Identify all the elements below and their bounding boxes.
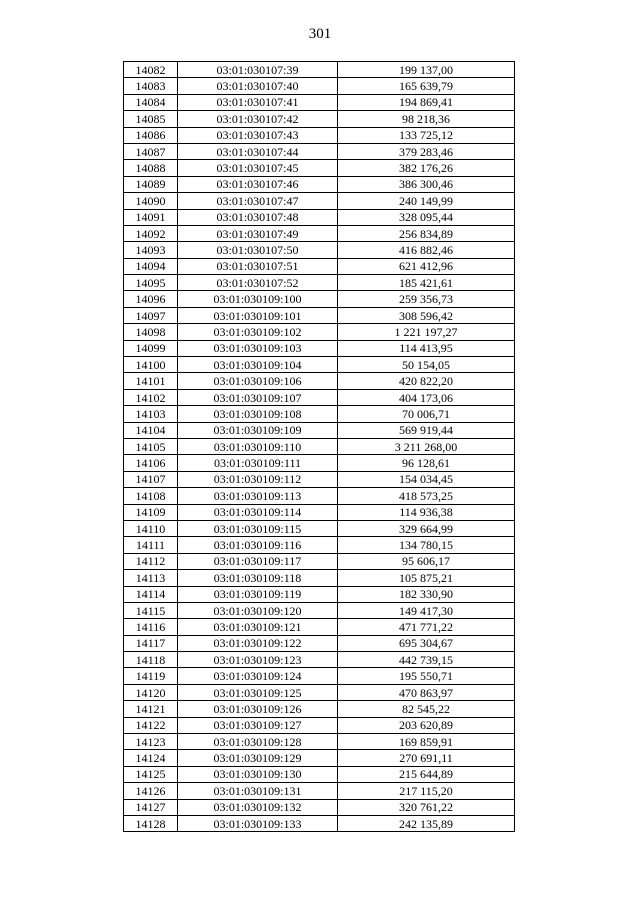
cadastral-number-cell: 03:01:030107:44 — [178, 143, 338, 159]
row-number-cell: 14105 — [124, 438, 178, 454]
table-row — [124, 734, 515, 750]
row-number-cell: 14091 — [124, 209, 178, 225]
row-number-cell: 14111 — [124, 537, 178, 553]
table-row — [124, 127, 515, 143]
table-row — [124, 815, 515, 831]
cadastral-value-cell: 404 173,06 — [338, 389, 515, 405]
cadastral-value-cell: 320 761,22 — [338, 799, 515, 815]
row-number-cell: 14083 — [124, 78, 178, 94]
row-number-cell: 14106 — [124, 455, 178, 471]
cadastral-value-cell: 169 859,91 — [338, 734, 515, 750]
cadastral-number-cell: 03:01:030109:103 — [178, 340, 338, 356]
cadastral-number-cell: 03:01:030109:123 — [178, 652, 338, 668]
cadastral-value-cell: 382 176,26 — [338, 160, 515, 176]
cadastral-value-cell: 203 620,89 — [338, 717, 515, 733]
cadastral-value-cell: 1 221 197,27 — [338, 324, 515, 340]
row-number-cell: 14124 — [124, 750, 178, 766]
cadastral-number-cell: 03:01:030109:102 — [178, 324, 338, 340]
row-number-cell: 14125 — [124, 766, 178, 782]
table-body — [124, 62, 515, 832]
table-row — [124, 488, 515, 504]
cadastral-number-cell: 03:01:030109:113 — [178, 488, 338, 504]
table-row — [124, 193, 515, 209]
table-row — [124, 537, 515, 553]
cadastral-number-cell: 03:01:030107:48 — [178, 209, 338, 225]
table-row — [124, 668, 515, 684]
cadastral-number-cell: 03:01:030109:128 — [178, 734, 338, 750]
row-number-cell: 14122 — [124, 717, 178, 733]
cadastral-value-cell: 442 739,15 — [338, 652, 515, 668]
row-number-cell: 14126 — [124, 783, 178, 799]
cadastral-value-cell: 114 413,95 — [338, 340, 515, 356]
cadastral-value-cell: 82 545,22 — [338, 701, 515, 717]
cadastral-value-cell: 416 882,46 — [338, 242, 515, 258]
cadastral-number-cell: 03:01:030109:110 — [178, 438, 338, 454]
cadastral-value-cell: 470 863,97 — [338, 684, 515, 700]
cadastral-number-cell: 03:01:030107:47 — [178, 193, 338, 209]
row-number-cell: 14123 — [124, 734, 178, 750]
cadastral-number-cell: 03:01:030109:133 — [178, 815, 338, 831]
cadastral-value-cell: 194 869,41 — [338, 94, 515, 110]
row-number-cell: 14087 — [124, 143, 178, 159]
table-row — [124, 406, 515, 422]
table-row — [124, 225, 515, 241]
row-number-cell: 14108 — [124, 488, 178, 504]
cadastral-number-cell: 03:01:030109:111 — [178, 455, 338, 471]
table-row — [124, 783, 515, 799]
cadastral-number-cell: 03:01:030107:50 — [178, 242, 338, 258]
row-number-cell: 14093 — [124, 242, 178, 258]
cadastral-value-cell: 329 664,99 — [338, 520, 515, 536]
cadastral-value-cell: 95 606,17 — [338, 553, 515, 569]
table-row — [124, 684, 515, 700]
cadastral-value-cell: 217 115,20 — [338, 783, 515, 799]
table-row — [124, 602, 515, 618]
cadastral-number-cell: 03:01:030109:129 — [178, 750, 338, 766]
cadastral-value-cell: 256 834,89 — [338, 225, 515, 241]
row-number-cell: 14090 — [124, 193, 178, 209]
row-number-cell: 14089 — [124, 176, 178, 192]
cadastral-value-cell: 242 135,89 — [338, 815, 515, 831]
table-row — [124, 62, 515, 78]
table-row — [124, 78, 515, 94]
cadastral-value-cell: 695 304,67 — [338, 635, 515, 651]
cadastral-value-cell: 308 596,42 — [338, 307, 515, 323]
table-row — [124, 111, 515, 127]
cadastral-value-cell: 154 034,45 — [338, 471, 515, 487]
table-row — [124, 160, 515, 176]
table-row — [124, 373, 515, 389]
row-number-cell: 14109 — [124, 504, 178, 520]
cadastral-value-cell: 195 550,71 — [338, 668, 515, 684]
cadastral-value-cell: 621 412,96 — [338, 258, 515, 274]
cadastral-number-cell: 03:01:030109:115 — [178, 520, 338, 536]
cadastral-number-cell: 03:01:030109:122 — [178, 635, 338, 651]
row-number-cell: 14098 — [124, 324, 178, 340]
cadastral-value-cell: 50 154,05 — [338, 357, 515, 373]
row-number-cell: 14086 — [124, 127, 178, 143]
cadastral-value-cell: 240 149,99 — [338, 193, 515, 209]
cadastral-number-cell: 03:01:030107:42 — [178, 111, 338, 127]
row-number-cell: 14107 — [124, 471, 178, 487]
page-number: 301 — [308, 26, 332, 42]
cadastral-number-cell: 03:01:030107:41 — [178, 94, 338, 110]
table-row — [124, 438, 515, 454]
cadastral-number-cell: 03:01:030107:39 — [178, 62, 338, 78]
row-number-cell: 14085 — [124, 111, 178, 127]
table-row — [124, 258, 515, 274]
table-row — [124, 307, 515, 323]
cadastral-value-cell: 182 330,90 — [338, 586, 515, 602]
cadastral-value-cell: 215 644,89 — [338, 766, 515, 782]
cadastral-value-cell: 134 780,15 — [338, 537, 515, 553]
row-number-cell: 14112 — [124, 553, 178, 569]
cadastral-value-cell: 270 691,11 — [338, 750, 515, 766]
cadastral-number-cell: 03:01:030109:104 — [178, 357, 338, 373]
table-row — [124, 520, 515, 536]
cadastral-number-cell: 03:01:030109:131 — [178, 783, 338, 799]
cadastral-value-table — [123, 61, 515, 832]
table-row — [124, 701, 515, 717]
table-row — [124, 324, 515, 340]
row-number-cell: 14097 — [124, 307, 178, 323]
table-row — [124, 242, 515, 258]
table-row — [124, 652, 515, 668]
row-number-cell: 14116 — [124, 619, 178, 635]
cadastral-number-cell: 03:01:030109:130 — [178, 766, 338, 782]
cadastral-value-cell: 379 283,46 — [338, 143, 515, 159]
row-number-cell: 14127 — [124, 799, 178, 815]
row-number-cell: 14103 — [124, 406, 178, 422]
cadastral-value-cell: 259 356,73 — [338, 291, 515, 307]
table-row — [124, 553, 515, 569]
table-row — [124, 471, 515, 487]
row-number-cell: 14121 — [124, 701, 178, 717]
cadastral-value-cell: 471 771,22 — [338, 619, 515, 635]
cadastral-number-cell: 03:01:030107:51 — [178, 258, 338, 274]
cadastral-number-cell: 03:01:030107:52 — [178, 275, 338, 291]
cadastral-number-cell: 03:01:030109:109 — [178, 422, 338, 438]
table-row — [124, 176, 515, 192]
row-number-cell: 14110 — [124, 520, 178, 536]
cadastral-number-cell: 03:01:030109:126 — [178, 701, 338, 717]
cadastral-number-cell: 03:01:030109:132 — [178, 799, 338, 815]
cadastral-value-cell: 149 417,30 — [338, 602, 515, 618]
cadastral-value-cell: 386 300,46 — [338, 176, 515, 192]
cadastral-number-cell: 03:01:030109:120 — [178, 602, 338, 618]
row-number-cell: 14099 — [124, 340, 178, 356]
row-number-cell: 14100 — [124, 357, 178, 373]
row-number-cell: 14128 — [124, 815, 178, 831]
table-row — [124, 635, 515, 651]
cadastral-value-cell: 105 875,21 — [338, 570, 515, 586]
cadastral-number-cell: 03:01:030107:45 — [178, 160, 338, 176]
table-row — [124, 340, 515, 356]
cadastral-number-cell: 03:01:030109:124 — [178, 668, 338, 684]
table-row — [124, 717, 515, 733]
row-number-cell: 14095 — [124, 275, 178, 291]
row-number-cell: 14104 — [124, 422, 178, 438]
table-row — [124, 766, 515, 782]
cadastral-number-cell: 03:01:030109:100 — [178, 291, 338, 307]
table-row — [124, 570, 515, 586]
row-number-cell: 14114 — [124, 586, 178, 602]
table-row — [124, 389, 515, 405]
table-row — [124, 455, 515, 471]
cadastral-number-cell: 03:01:030109:107 — [178, 389, 338, 405]
cadastral-number-cell: 03:01:030109:108 — [178, 406, 338, 422]
cadastral-number-cell: 03:01:030109:127 — [178, 717, 338, 733]
table-row — [124, 94, 515, 110]
table-row — [124, 209, 515, 225]
row-number-cell: 14118 — [124, 652, 178, 668]
cadastral-value-cell: 418 573,25 — [338, 488, 515, 504]
cadastral-value-cell: 3 211 268,00 — [338, 438, 515, 454]
row-number-cell: 14119 — [124, 668, 178, 684]
row-number-cell: 14113 — [124, 570, 178, 586]
row-number-cell: 14096 — [124, 291, 178, 307]
cadastral-value-cell: 328 095,44 — [338, 209, 515, 225]
row-number-cell: 14115 — [124, 602, 178, 618]
table-row — [124, 357, 515, 373]
row-number-cell: 14120 — [124, 684, 178, 700]
table-row — [124, 275, 515, 291]
cadastral-number-cell: 03:01:030107:46 — [178, 176, 338, 192]
table-row — [124, 750, 515, 766]
table-row — [124, 422, 515, 438]
cadastral-number-cell: 03:01:030109:121 — [178, 619, 338, 635]
row-number-cell: 14094 — [124, 258, 178, 274]
cadastral-number-cell: 03:01:030109:119 — [178, 586, 338, 602]
table-row — [124, 619, 515, 635]
cadastral-value-cell: 165 639,79 — [338, 78, 515, 94]
cadastral-number-cell: 03:01:030109:118 — [178, 570, 338, 586]
row-number-cell: 14101 — [124, 373, 178, 389]
row-number-cell: 14092 — [124, 225, 178, 241]
table-row — [124, 143, 515, 159]
cadastral-value-cell: 98 218,36 — [338, 111, 515, 127]
cadastral-value-cell: 133 725,12 — [338, 127, 515, 143]
cadastral-value-cell: 185 421,61 — [338, 275, 515, 291]
row-number-cell: 14102 — [124, 389, 178, 405]
cadastral-value-cell: 70 006,71 — [338, 406, 515, 422]
cadastral-number-cell: 03:01:030109:101 — [178, 307, 338, 323]
cadastral-number-cell: 03:01:030109:125 — [178, 684, 338, 700]
cadastral-value-cell: 569 919,44 — [338, 422, 515, 438]
row-number-cell: 14082 — [124, 62, 178, 78]
cadastral-number-cell: 03:01:030109:117 — [178, 553, 338, 569]
cadastral-value-cell: 199 137,00 — [338, 62, 515, 78]
table-row — [124, 504, 515, 520]
table-row — [124, 799, 515, 815]
cadastral-value-cell: 96 128,61 — [338, 455, 515, 471]
table-row — [124, 586, 515, 602]
cadastral-value-cell: 114 936,38 — [338, 504, 515, 520]
row-number-cell: 14084 — [124, 94, 178, 110]
cadastral-number-cell: 03:01:030107:49 — [178, 225, 338, 241]
cadastral-number-cell: 03:01:030107:40 — [178, 78, 338, 94]
cadastral-number-cell: 03:01:030109:114 — [178, 504, 338, 520]
table-row — [124, 291, 515, 307]
row-number-cell: 14088 — [124, 160, 178, 176]
cadastral-number-cell: 03:01:030109:116 — [178, 537, 338, 553]
row-number-cell: 14117 — [124, 635, 178, 651]
cadastral-number-cell: 03:01:030109:112 — [178, 471, 338, 487]
cadastral-value-cell: 420 822,20 — [338, 373, 515, 389]
cadastral-number-cell: 03:01:030107:43 — [178, 127, 338, 143]
cadastral-number-cell: 03:01:030109:106 — [178, 373, 338, 389]
